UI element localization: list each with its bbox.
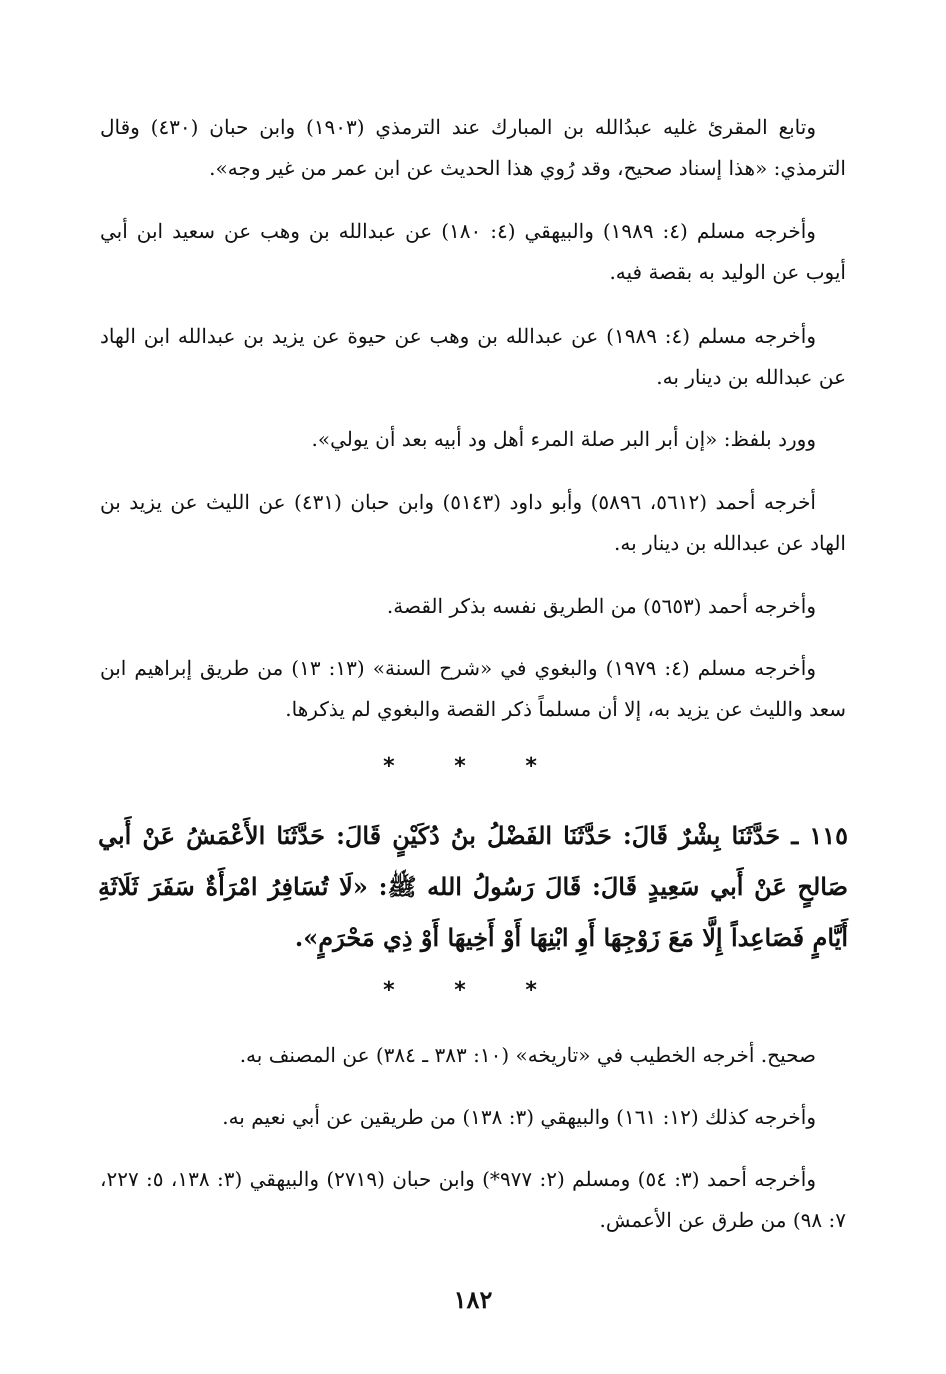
section-separator-bottom: * * * — [383, 978, 563, 1003]
paragraph-5: أخرجه أحمد (٥٦١٢، ٥٨٩٦) وأبو داود (٥١٤٣) وابن حبان (٤٣١) عن الليث عن يزيد بن الهاد عن عبدالله بن دينار به. — [100, 490, 846, 555]
paragraph-9: وأخرجه كذلك (١٢: ١٦١) والبيهقي (٣: ١٣٨) من طريقين عن أبي نعيم به. — [222, 1105, 816, 1129]
paragraph-6: وأخرجه أحمد (٥٦٥٣) من الطريق نفسه بذكر القصة. — [386, 594, 816, 618]
hadith-text: ١١٥ ـ حَدَّثَنَا بِشْرٌ قَالَ: حَدَّثَنَا الفَضْلُ بنُ دُكَيْنٍ قَالَ: حَدَّثَنَا الأَعْمَشُ عَنْ أَبي صَالحٍ عَنْ أَبي سَعِيدٍ قَالَ: قَالَ رَسُولُ الله ﷺ: «لَا تُسَافِرُ امْرَأَةٌ سَفَرَ ثَلَاثَةِ أَيَّامٍ فَصَاعِداً إِلَّا مَعَ زَوْجِهَا أَوِ ابْنِهَا أَوْ أَخِيهَا أَوْ ذِي مَحْرَمٍ». — [98, 821, 848, 952]
paragraph-1: وتابع المقرئ غليه عبدُالله بن المبارك عند الترمذي (١٩٠٣) وابن حبان (٤٣٠) وقال الترمذي: «هذا إسناد صحيح، وقد رُوي هذا الحديث عن ابن عمر من غير وجه». — [100, 115, 846, 180]
paragraph-7: وأخرجه مسلم (٤: ١٩٧٩) والبغوي في «شرح السنة» (١٣: ١٣) من طريق إبراهيم ابن سعد والليث عن يزيد به، إلا أن مسلماً ذكر القصة والبغوي لم يذكرها. — [100, 656, 846, 721]
paragraph-4: وورد بلفظ: «إن أبر البر صلة المرء أهل ود أبيه بعد أن يولي». — [311, 427, 816, 451]
paragraph-8: صحيح. أخرجه الخطيب في «تاريخه» (١٠: ٣٨٣ ـ ٣٨٤) عن المصنف به. — [239, 1043, 816, 1067]
paragraph-10: وأخرجه أحمد (٣: ٥٤) ومسلم (٢: ٩٧٧*) وابن حبان (٢٧١٩) والبيهقي (٣: ١٣٨، ٥: ٢٢٧، ٧: ٩٨) من طرق عن الأعمش. — [100, 1167, 846, 1232]
paragraph-2: وأخرجه مسلم (٤: ١٩٨٩) والبيهقي (٤: ١٨٠) عن عبدالله بن وهب عن سعيد ابن أبي أيوب عن الوليد به بقصة فيه. — [100, 219, 846, 284]
paragraph-3: وأخرجه مسلم (٤: ١٩٨٩) عن عبدالله بن وهب عن حيوة عن يزيد بن عبدالله ابن الهاد عن عبدالله بن دينار به. — [100, 324, 846, 389]
page-number: ١٨٢ — [453, 1285, 493, 1314]
section-separator-top: * * * — [383, 754, 563, 779]
